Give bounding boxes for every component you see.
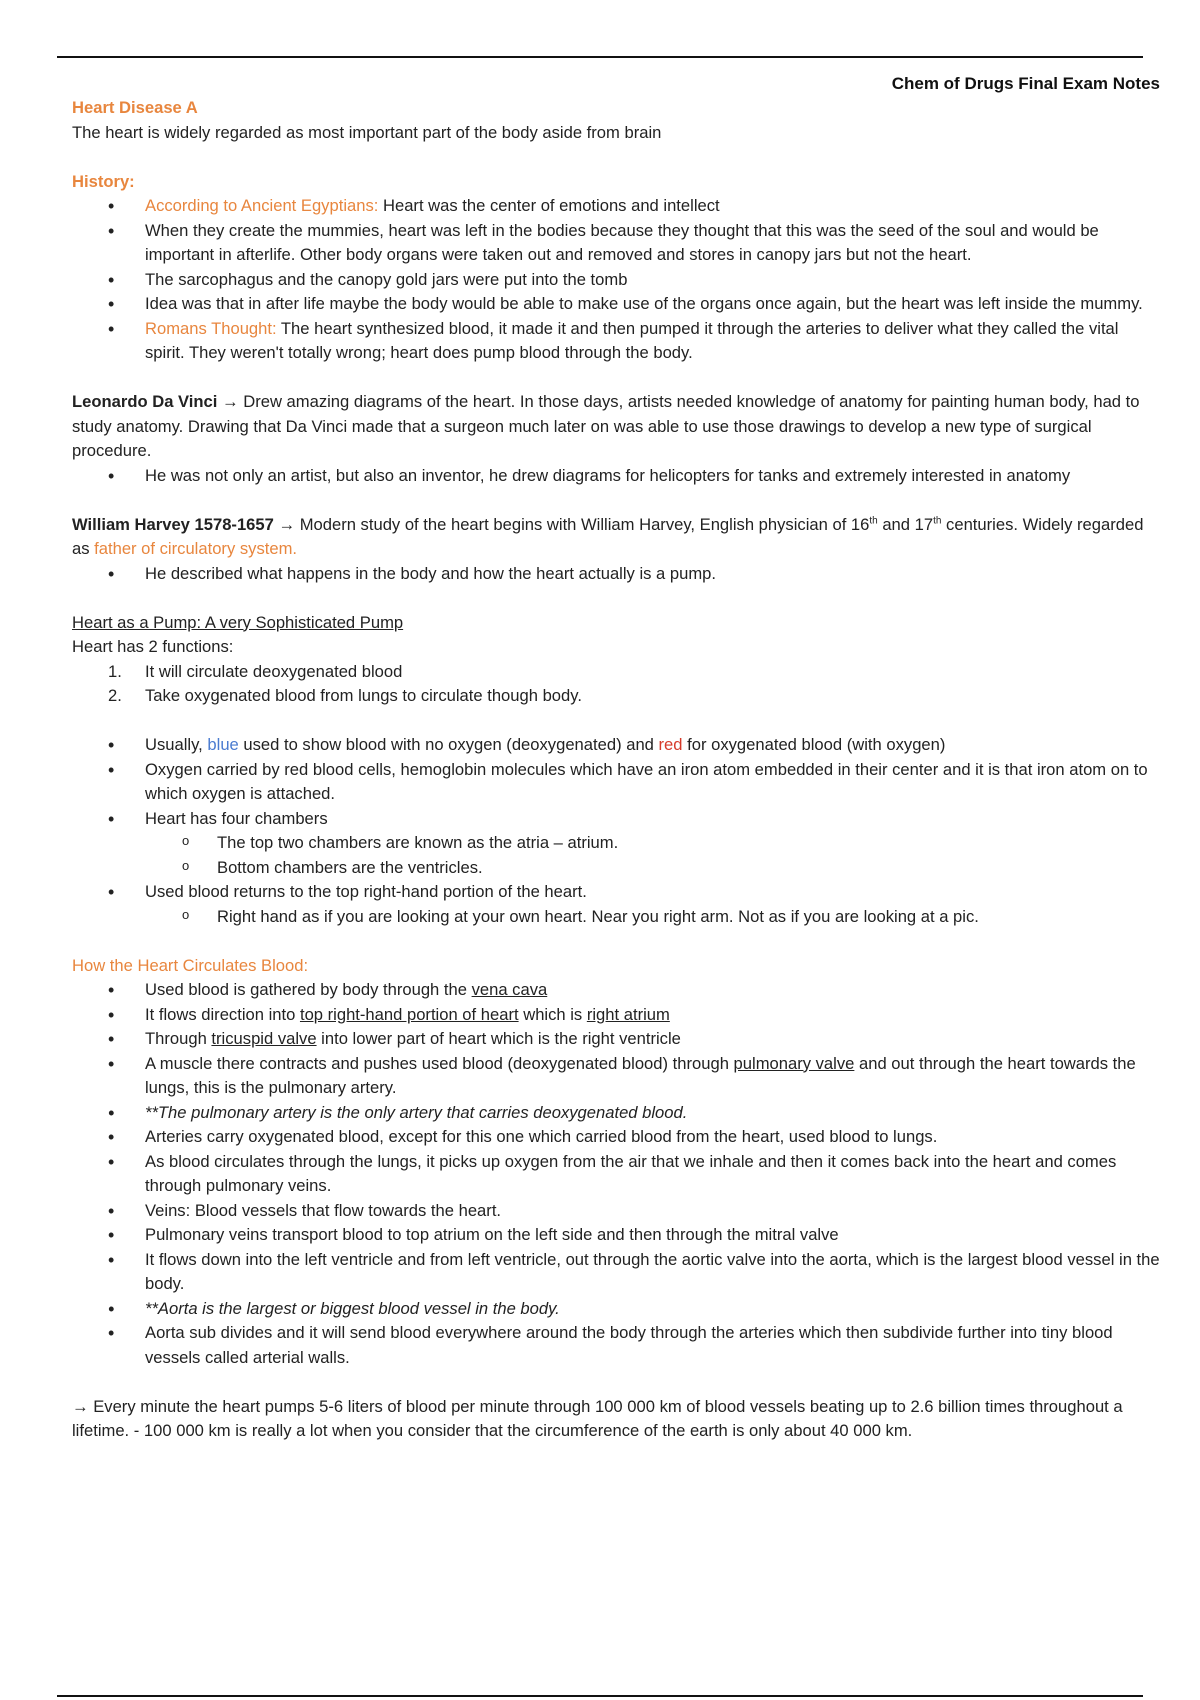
harvey-text: Modern study of the heart begins with William Harvey, English physician of 16 xyxy=(295,514,870,534)
closing-paragraph: → Every minute the heart pumps 5-6 liters of blood per minute through 100 000 km of blood vessels beating up to 2.6 billion times throughout a lifetime. - 100 000 km is really a lot when you consider that the circumference of the earth is only about 40 000 km. xyxy=(72,1396,1123,1440)
harvey-paragraph xyxy=(72,513,1162,562)
list-item xyxy=(72,1003,1162,1028)
text-span: A muscle there contracts and pushes used blood (deoxygenated blood) through xyxy=(145,1053,734,1073)
text-span: Usually, xyxy=(145,735,208,754)
davinci-text: Drew amazing diagrams of the heart. In those days, artists needed knowledge of anatomy for painting human body, had to study anatomy. Drawing that Da Vinci made that a surgeon much later on was able to use those drawings to develop a new type of surgical procedure. xyxy=(72,392,1140,460)
harvey-text: centuries. Widely regarded as xyxy=(72,514,1144,558)
intro-text: The heart is widely regarded as most important part of the body aside from brain xyxy=(72,122,662,142)
harvey-name: William Harvey 1578-1657 → xyxy=(72,514,296,534)
list-item: • It flows down into the left ventricle and from left ventricle, out through the aortic valve into the aorta, which is the largest blood vessel in the body. xyxy=(72,1248,1162,1297)
history-list xyxy=(72,194,1162,366)
list-item: • When they create the mummies, heart was left in the bodies because they thought that this was the seed of the soul and would be important in afterlife. Other body organs were taken out and removed and stores in canopy jars but not the heart. xyxy=(72,219,1162,268)
function-text: It will circulate deoxygenated blood xyxy=(145,661,403,681)
circulation-list xyxy=(72,978,1162,1370)
superscript: th xyxy=(869,514,878,526)
list-number: 1. xyxy=(108,661,122,681)
list-item xyxy=(72,194,1162,219)
superscript: th xyxy=(933,514,942,526)
list-item xyxy=(72,1052,1162,1101)
text-span: used to show blood with no oxygen (deoxygenated) and xyxy=(238,735,659,754)
section-title-history: History: xyxy=(72,171,135,191)
list-number: 2. xyxy=(108,686,122,705)
list-item: • The sarcophagus and the canopy gold jars were put into the tomb xyxy=(72,268,1162,293)
section-title-circulation: How the Heart Circulates Blood: xyxy=(72,955,309,975)
text-span: for oxygenated blood (with oxygen) xyxy=(682,735,946,754)
davinci-list xyxy=(72,464,1162,489)
text-span: which is xyxy=(518,1004,587,1024)
text-span: It flows direction into xyxy=(145,1004,300,1024)
list-item: • Arteries carry oxygenated blood, except for this one which carried blood from the heart, used blood to lungs. xyxy=(72,1125,1162,1150)
list-item xyxy=(72,978,1162,1003)
davinci-paragraph xyxy=(72,390,1162,464)
list-item xyxy=(72,684,1162,709)
list-item xyxy=(72,660,1162,685)
document-body xyxy=(72,96,1162,1444)
egypt-text: Heart was the center of emotions and intellect xyxy=(378,196,720,215)
text-span: Through xyxy=(145,1029,212,1048)
section-title-heart-disease: Heart Disease A xyxy=(72,98,198,117)
davinci-name: Leonardo Da Vinci → xyxy=(72,392,239,411)
list-item: • Oxygen carried by red blood cells, hemoglobin molecules which have an iron atom embedded in their center and it is that iron atom on to which oxygen is attached. xyxy=(72,758,1162,807)
list-item: • As blood circulates through the lungs, it picks up oxygen from the air that we inhale and then it comes back into the heart and comes through pulmonary veins. xyxy=(72,1150,1162,1199)
red-word: red xyxy=(658,735,683,754)
underlined-term: right atrium xyxy=(586,1004,670,1024)
list-item xyxy=(72,733,1162,758)
romans-label: Romans Thought: xyxy=(145,318,277,338)
underlined-term: pulmonary valve xyxy=(733,1053,855,1073)
underlined-term: top right-hand portion of heart xyxy=(299,1004,519,1024)
blue-word: blue xyxy=(207,735,239,754)
pump-list xyxy=(72,733,1162,929)
sub-list-item: o The top two chambers are known as the atria – atrium. xyxy=(72,831,1162,856)
underlined-term: vena cava xyxy=(471,980,548,999)
section-title-pump: Heart as a Pump: A very Sophisticated Pump xyxy=(72,612,404,632)
text-span: and out through the heart towards the lungs, this is the pulmonary artery. xyxy=(145,1053,1136,1097)
list-item: • Aorta sub divides and it will send blood everywhere around the body through the arteries which then subdivide further into tiny blood vessels called arterial walls. xyxy=(72,1321,1162,1370)
harvey-highlight: father of circulatory system. xyxy=(94,539,298,558)
bottom-rule xyxy=(57,1695,1143,1697)
top-rule xyxy=(57,56,1143,58)
sub-list-item: o Right hand as if you are looking at your own heart. Near you right arm. Not as if you are looking at a pic. xyxy=(72,905,1162,930)
egypt-label: According to Ancient Egyptians: xyxy=(145,196,379,215)
romans-text: The heart synthesized blood, it made it and then pumped it through the arteries to deliver what they called the vital spirit. They weren't totally wrong; heart does pump blood through the body. xyxy=(145,318,1119,362)
document-header-title: Chem of Drugs Final Exam Notes xyxy=(891,74,1160,93)
list-item: • Pulmonary veins transport blood to top atrium on the left side and then through the mitral valve xyxy=(72,1223,1162,1248)
sub-list-item: o Bottom chambers are the ventricles. xyxy=(72,856,1162,881)
list-item: • Idea was that in after life maybe the body would be able to make use of the organs once again, but the heart was left inside the mummy. xyxy=(72,292,1162,317)
harvey-text: and 17 xyxy=(877,514,934,534)
list-item xyxy=(72,317,1162,366)
harvey-list xyxy=(72,562,1162,587)
functions-intro: Heart has 2 functions: xyxy=(72,637,234,656)
list-item: • Veins: Blood vessels that flow towards the heart. xyxy=(72,1199,1162,1224)
text-span: into lower part of heart which is the right ventricle xyxy=(316,1029,681,1048)
list-item: • Heart has four chambers xyxy=(72,807,1162,832)
text-span: Used blood is gathered by body through the xyxy=(145,980,472,999)
list-item xyxy=(72,1027,1162,1052)
list-item: • **The pulmonary artery is the only artery that carries deoxygenated blood. xyxy=(72,1101,1162,1126)
functions-list xyxy=(72,660,1162,709)
list-item: • He was not only an artist, but also an inventor, he drew diagrams for helicopters for tanks and extremely interested in anatomy xyxy=(72,464,1162,489)
function-text: Take oxygenated blood from lungs to circulate though body. xyxy=(145,686,582,705)
list-item: • **Aorta is the largest or biggest blood vessel in the body. xyxy=(72,1297,1162,1322)
list-item: • He described what happens in the body and how the heart actually is a pump. xyxy=(72,562,1162,587)
underlined-term: tricuspid valve xyxy=(211,1029,317,1048)
list-item: • Used blood returns to the top right-hand portion of the heart. xyxy=(72,880,1162,905)
